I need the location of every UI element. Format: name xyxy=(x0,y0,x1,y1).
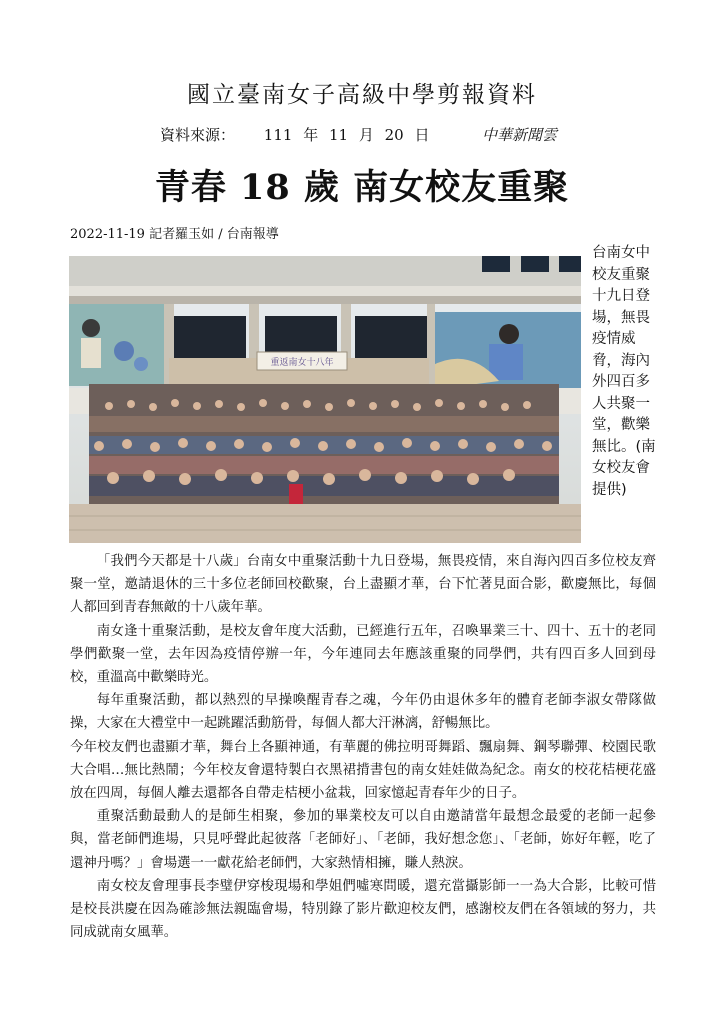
source-date: 111 年 11 月 20 日 xyxy=(263,126,430,144)
article-paragraph: 南女校友會理事長李璧伊穿梭現場和學姐們噓寒問暖，還充當攝影師一一為大合影，比較可惜是校長洪慶在因為確診無法親臨會場，特別錄了影片歡迎校友們，感謝校友們在各領域的努力，共同成就南女風華。 xyxy=(70,878,656,941)
article-paragraph: 重聚活動最動人的是師生相聚，參加的畢業校友可以自由邀請當年最想念最愛的老師一起參與，當老師們進場，只見呼聲此起彼落「老師好」、「老師，我好想念您」、「老師，妳好年輕，吃了還神丹嗎？」會場選一一獻花給老師們，大家熱情相擁，賺人熱淚。 xyxy=(70,809,656,871)
article-headline: 青春 18 歲 南女校友重聚 xyxy=(154,167,570,208)
article-paragraph: 「我們今天都是十八歲」台南女中重聚活動十九日登場，無畏疫情，來自海內四百多位校友齊聚一堂，邀請退休的三十多位老師回校歡聚，台上盡顯才華，台下忙著見面合影，歡慶無比，每個人都回到青春無敵的十八歲年華。 xyxy=(70,554,656,616)
photo-caption: 台南女中校友重聚十九日登場，無畏疫情威脅，海內外四百多人共聚一堂，歡樂無比。(南女校友會提供) xyxy=(592,245,656,498)
source-label: 資料來源： xyxy=(160,126,236,144)
article-paragraph: 每年重聚活動，都以熱烈的早操喚醒青春之魂，今年仍由退休多年的體育老師李淑女帶隊做操，大家在大禮堂中一起跳躍活動筋骨，每個人都大汗淋漓，舒暢無比。 xyxy=(70,693,656,732)
group-photo-illustration xyxy=(69,256,581,543)
article-paragraph: 今年校友們也盡顯才華，舞台上各顯神通，有華麗的佛拉明哥舞蹈、飄扇舞、鋼琴聯彈、校園民歌大合唱…無比熱鬧；今年校友會還特製白衣黑裙揹書包的南女娃娃做為紀念。南女的校花桔梗花盛放在四周，每個人離去還都各自帶走桔梗小盆栽，回家憶起青春年少的日子。 xyxy=(70,739,656,802)
article-body xyxy=(70,550,656,944)
article-byline: 2022-11-19 記者羅玉如 / 台南報導 xyxy=(70,227,279,242)
group-photo xyxy=(69,256,581,543)
publication-name: 中華新聞雲 xyxy=(482,126,558,144)
source-line xyxy=(160,124,558,145)
photo-banner-text: 重返南女十八年 xyxy=(270,358,334,368)
article-paragraph: 南女逢十重聚活動，是校友會年度大活動，已經進行五年，召喚畢業三十、四十、五十的老同學們歡聚一堂，去年因為疫情停辦一年，今年連同去年應該重聚的同學們，共有四百多人回到母校，重溫高中歡樂時光。 xyxy=(70,623,656,686)
school-clipping-title: 國立臺南女子高級中學剪報資料 xyxy=(187,82,537,108)
